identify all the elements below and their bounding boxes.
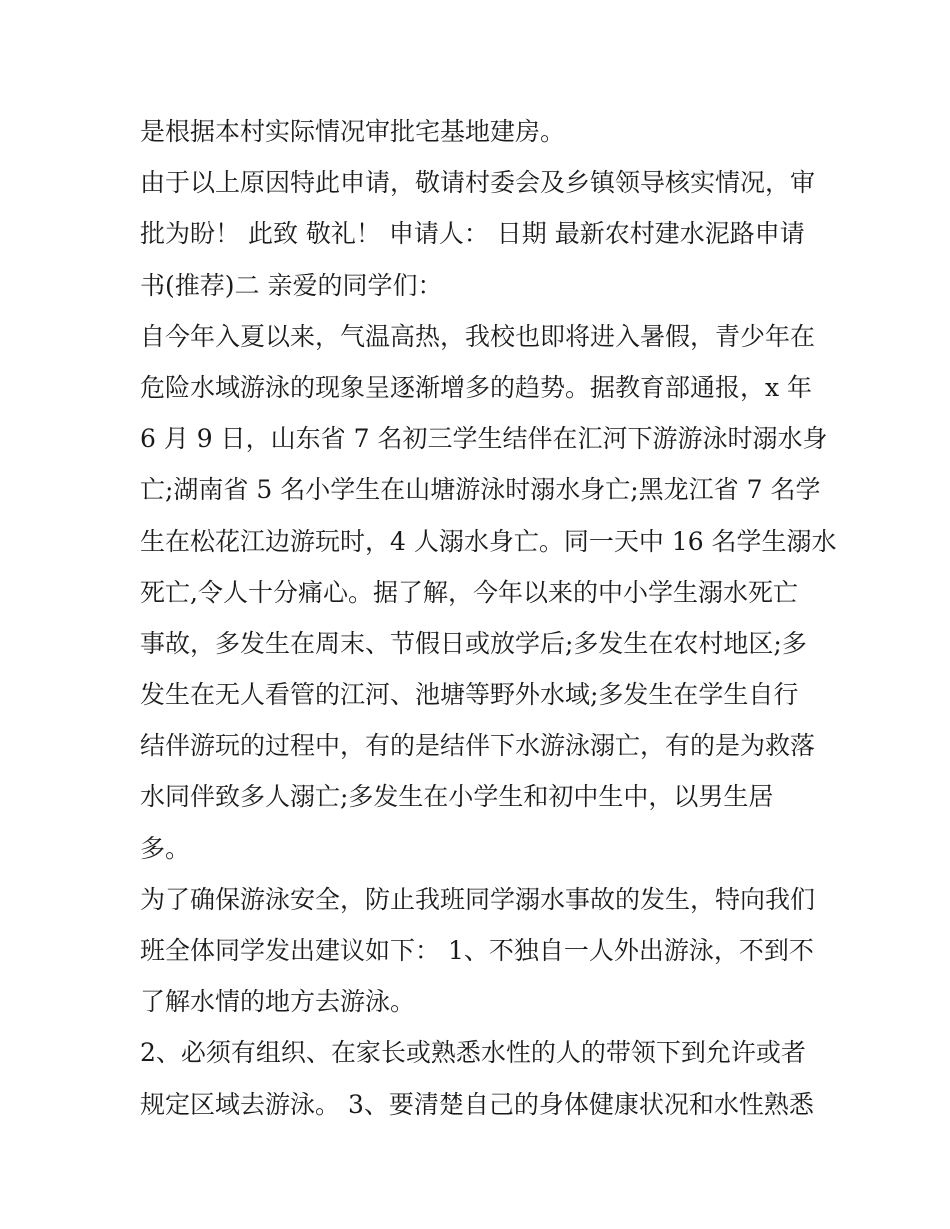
text-line: 书(推荐)二 亲爱的同学们： [140, 270, 443, 300]
text-line: 发生在无人看管的江河、池塘等野外水域;多发生在学生自行 [140, 680, 799, 710]
text-line: 水同伴致多人溺亡;多发生在小学生和初中生中，以男生居 [140, 782, 774, 812]
document-body [140, 106, 837, 1130]
text-line: 由于以上原因特此申请，敬请村委会及乡镇领导核实情况，审 [140, 168, 816, 198]
text-line: 为了确保游泳安全，防止我班同学溺水事故的发生，特向我们 [140, 884, 816, 914]
text-line: 规定区域去游泳。 3、要清楚自己的身体健康状况和水性熟悉 [140, 1089, 814, 1119]
text-line: 班全体同学发出建议如下： 1、不独自一人外出游泳，不到不 [140, 936, 814, 965]
text-line: 事故，多发生在周末、节假日或放学后;多发生在农村地区;多 [140, 628, 807, 658]
text-line: 是根据本村实际情况审批宅基地建房。 [140, 117, 566, 146]
text-line: 6 月 9 日，山东省 7 名初三学生结伴在汇河下游游泳时溺水身 [140, 424, 828, 454]
text-line: 了解水情的地方去游泳。 [140, 987, 416, 1017]
text-line: 亡;湖南省 5 名小学生在山塘游泳时溺水身亡;黑龙江省 7 名学 [140, 475, 821, 505]
text-line: 多。 [140, 833, 191, 863]
text-line: 危险水域游泳的现象呈逐渐增多的趋势。据教育部通报，x 年 [140, 372, 813, 402]
text-line: 2、必须有组织、在家长或熟悉水性的人的带领下到允许或者 [140, 1038, 806, 1068]
text-line: 批为盼！ 此致 敬礼！ 申请人： 日期 最新农村建水泥路申请 [140, 219, 805, 249]
text-line: 自今年入夏以来，气温高热，我校也即将进入暑假，青少年在 [140, 321, 816, 351]
text-line: 死亡,令人十分痛心。据了解，今年以来的中小学生溺水死亡 [140, 577, 798, 607]
text-line: 生在松花江边游玩时，4 人溺水身亡。同一天中 16 名学生溺水 [140, 526, 837, 556]
text-line: 结伴游玩的过程中，有的是结伴下水游泳溺亡，有的是为救落 [140, 731, 816, 761]
